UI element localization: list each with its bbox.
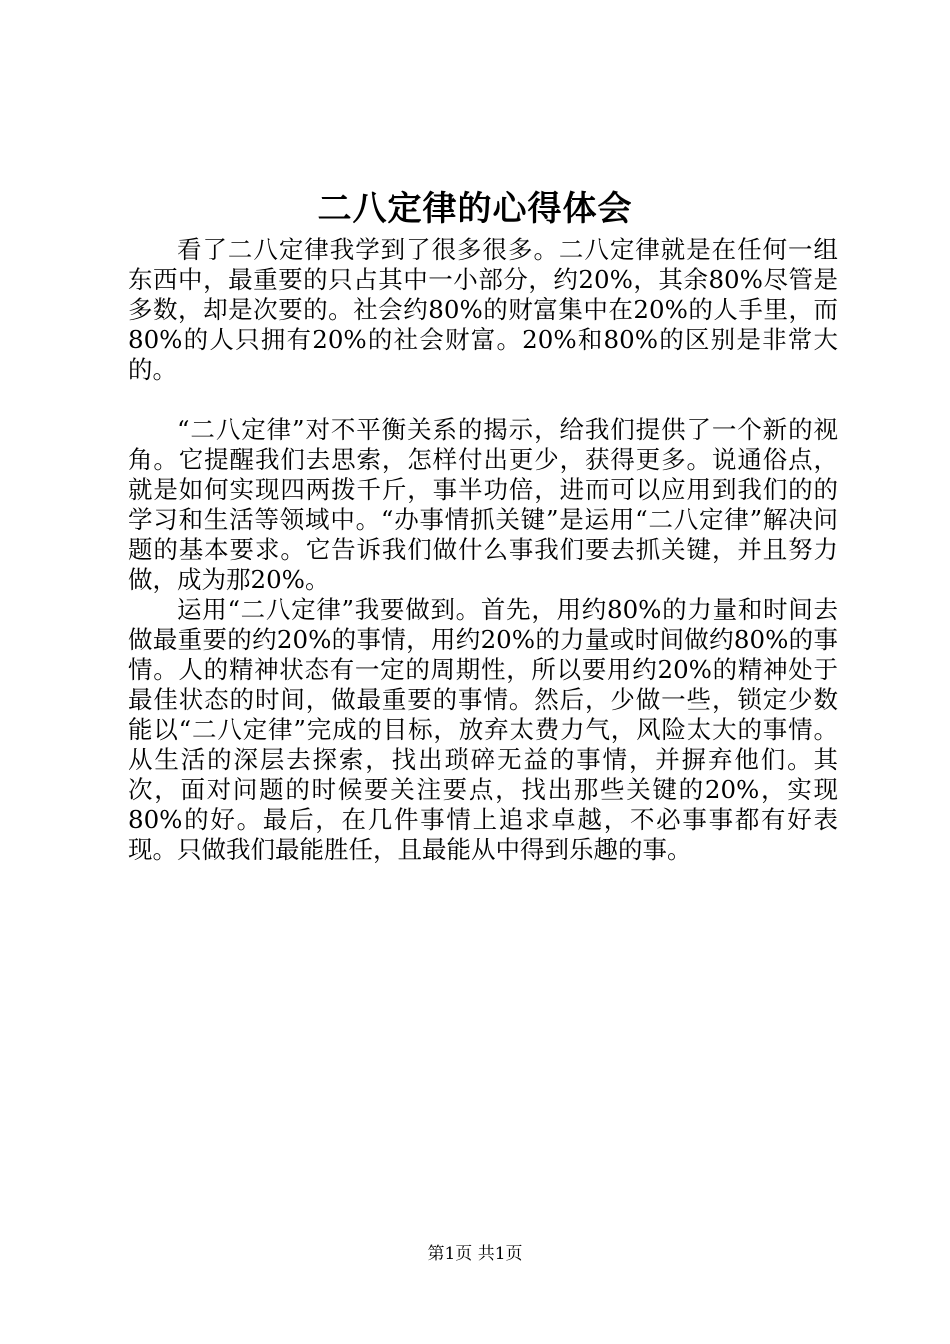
document-title: 二八定律的心得体会 — [317, 189, 633, 229]
page-footer: 第1页 共1页 — [427, 1244, 523, 1264]
paragraph-2: “二八定律”对不平衡关系的揭示，给我们提供了一个新的视角。它提醒我们去思索，怎样付出更少，获得更多。说通俗点，就是如何实现四两拨千斤，事半功倍，进而可以应用到我们的的学习和生活等领域中。“办事情抓关键”是运用“二八定律”解决问题的基本要求。它告诉我们做什么事我们要去抓关键，并且努力做，成为那20%。 — [128, 415, 838, 594]
document-body — [128, 235, 838, 865]
paragraph-1: 看了二八定律我学到了很多很多。二八定律就是在任何一组东西中，最重要的只占其中一小部分，约20%，其余80%尽管是多数，却是次要的。社会约80%的财富集中在20%的人手里，而80%的人只拥有20%的社会财富。20%和80%的区别是非常大的。 — [128, 235, 838, 384]
paragraph-3: 运用“二八定律”我要做到。首先，用约80%的力量和时间去做最重要的约20%的事情，用约20%的力量或时间做约80%的事情。人的精神状态有一定的周期性，所以要用约20%的精神处于最佳状态的时间，做最重要的事情。然后，少做一些，锁定少数能以“二八定律”完成的目标，放弃太费力气，风险太大的事情。从生活的深层去探索，找出琐碎无益的事情，并摒弃他们。其次，面对问题的时候要关注要点，找出那些关键的20%，实现80%的好。最后，在几件事情上追求卓越，不必事事都有好表现。只做我们最能胜任，且最能从中得到乐趣的事。 — [128, 595, 838, 864]
